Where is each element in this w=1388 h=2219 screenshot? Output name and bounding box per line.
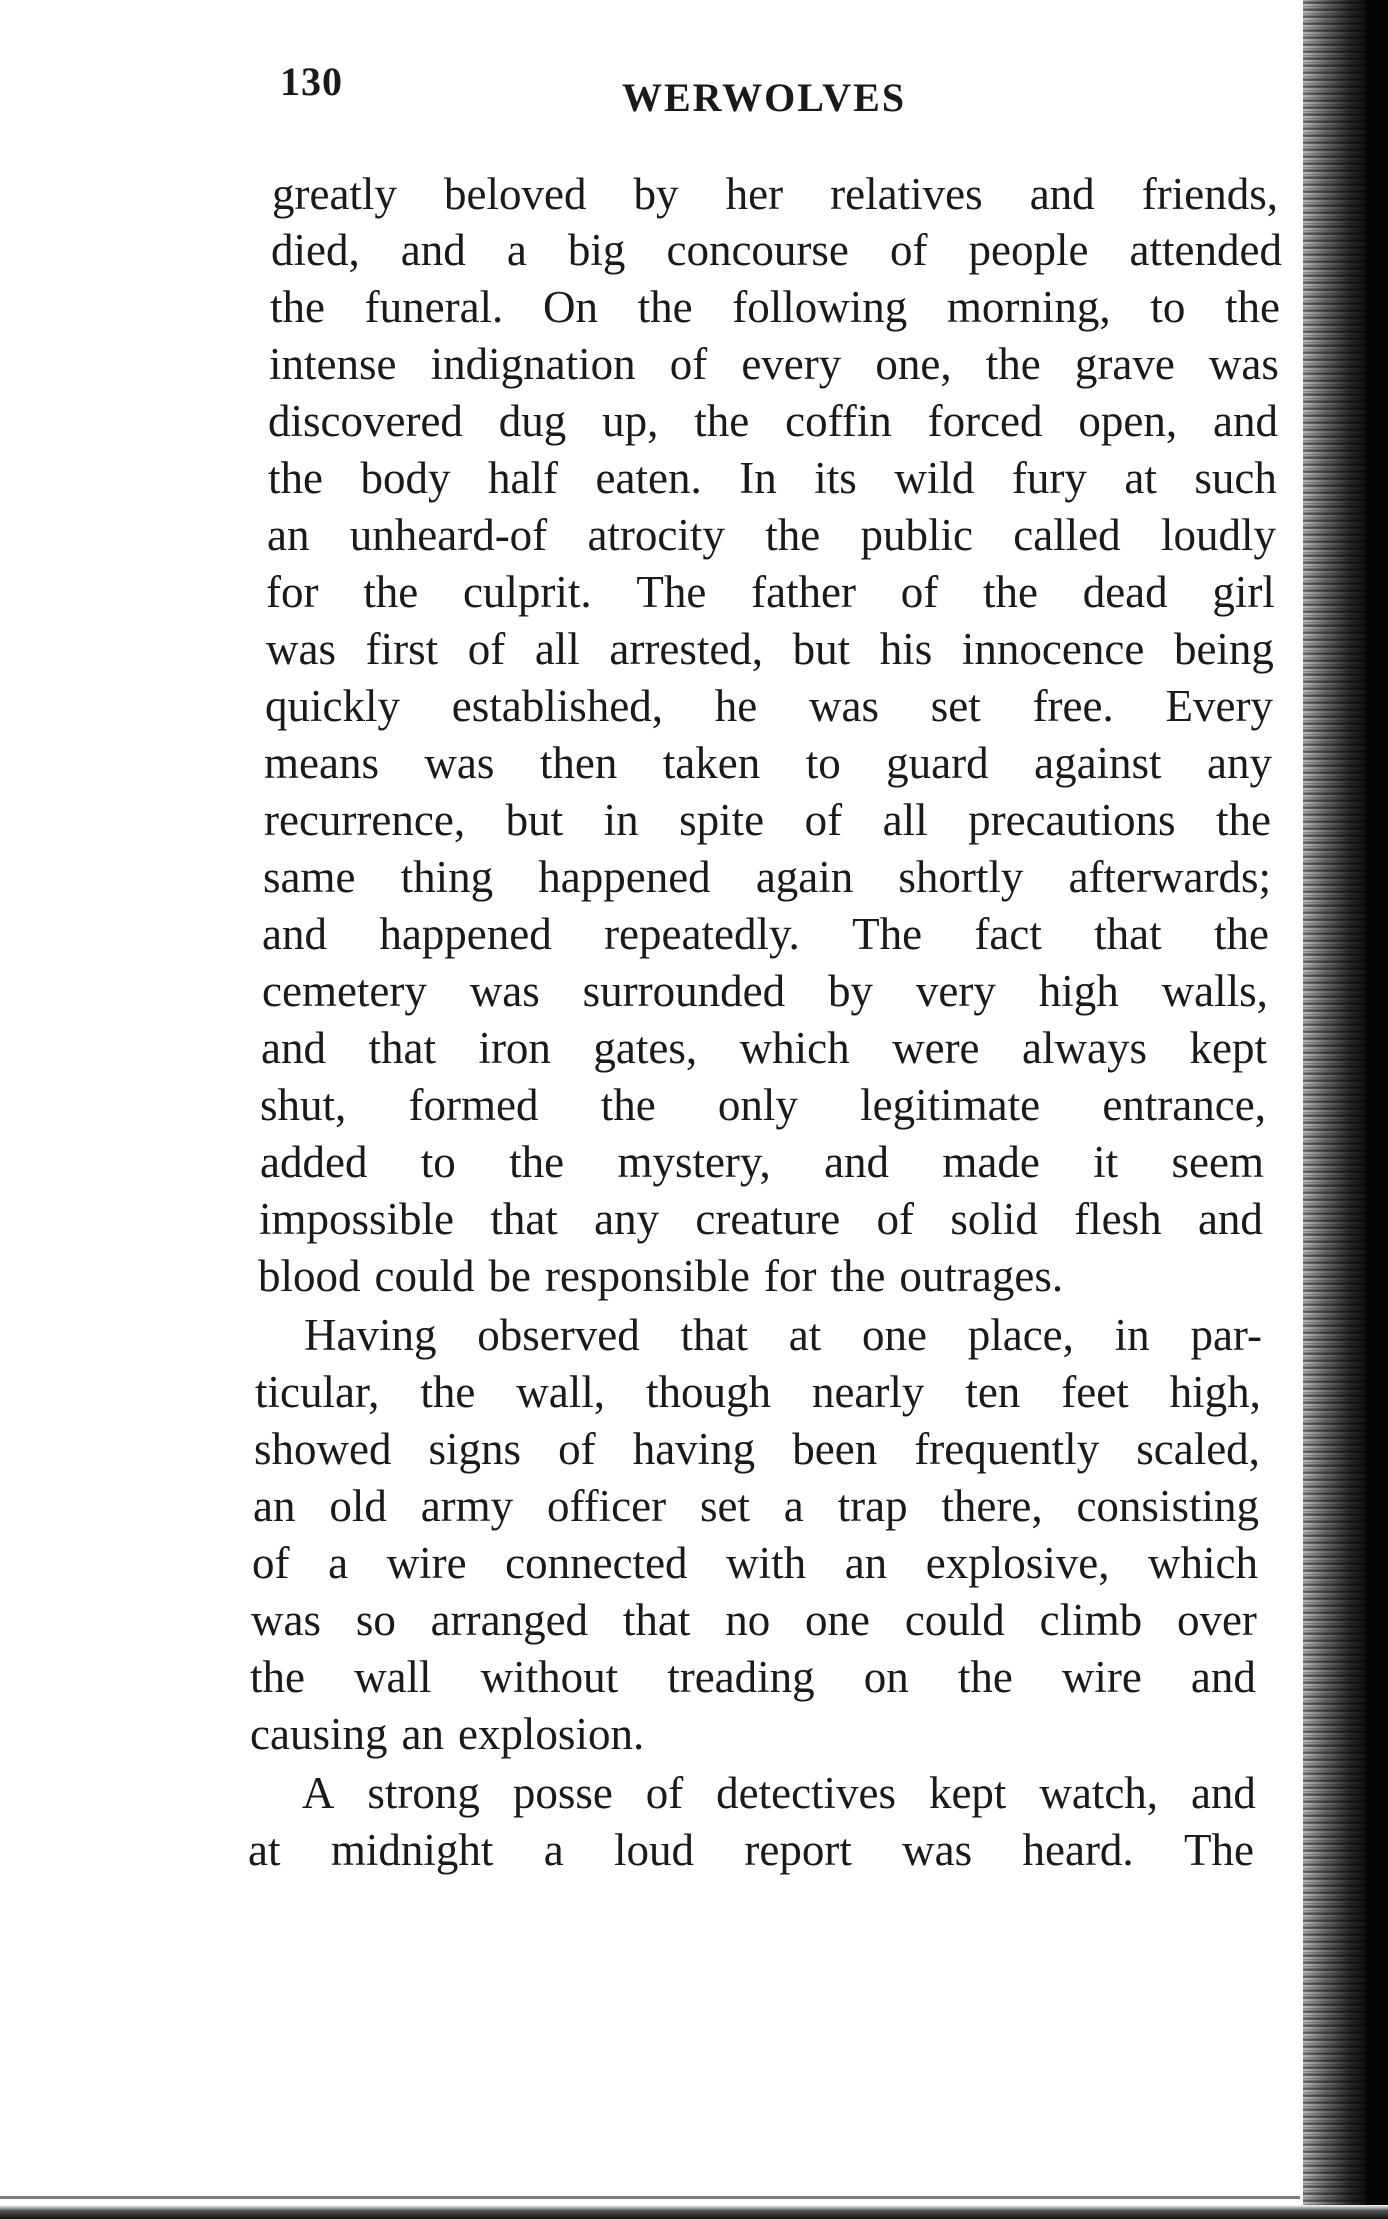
- word: ticular,: [255, 1367, 380, 1417]
- word: solid: [950, 1194, 1038, 1244]
- word: taken: [662, 738, 761, 788]
- word: over: [1176, 1595, 1257, 1645]
- word: added: [260, 1137, 368, 1187]
- text-line: [252, 1538, 1258, 1588]
- word: afterwards;: [1068, 852, 1271, 902]
- word: up,: [602, 396, 659, 446]
- word: fact: [974, 909, 1042, 959]
- word: a: [506, 225, 527, 275]
- text-line: [302, 1768, 1256, 1818]
- word: set: [699, 1481, 750, 1531]
- word: explosion.: [457, 1709, 645, 1759]
- word: being: [1173, 624, 1274, 674]
- word: heard.: [1022, 1825, 1134, 1875]
- text-line: [269, 339, 1279, 389]
- word: wild: [894, 453, 975, 503]
- word: could: [904, 1595, 1005, 1645]
- word: to: [805, 738, 841, 788]
- bottom-rule: [0, 2196, 1300, 2199]
- word: and: [824, 1137, 890, 1187]
- word: wall,: [516, 1367, 606, 1417]
- word: by: [828, 966, 874, 1016]
- word: for: [266, 567, 319, 617]
- word: first: [365, 624, 439, 674]
- word: concourse: [666, 225, 849, 275]
- word: and: [1190, 1652, 1256, 1702]
- word: the: [600, 1080, 656, 1130]
- text-line: [271, 225, 1282, 275]
- word: the: [363, 567, 419, 617]
- word: high: [1038, 966, 1119, 1016]
- text-line: [268, 453, 1277, 503]
- word: an: [401, 1709, 444, 1759]
- text-line: [261, 1023, 1267, 1073]
- word: any: [1207, 738, 1272, 788]
- word: the: [420, 1367, 476, 1417]
- word: to: [420, 1137, 456, 1187]
- word: having: [632, 1424, 756, 1474]
- text-line: [266, 567, 1275, 617]
- word: an: [253, 1481, 296, 1531]
- word: at: [788, 1310, 822, 1360]
- word: at: [248, 1825, 281, 1875]
- word: by: [633, 169, 679, 219]
- word: were: [892, 1023, 980, 1073]
- word: and: [1212, 396, 1278, 446]
- word: the: [1213, 909, 1269, 959]
- word: and: [262, 909, 327, 959]
- word: its: [814, 453, 857, 503]
- word: was: [251, 1595, 321, 1645]
- word: with: [726, 1538, 807, 1588]
- word: established,: [451, 681, 663, 731]
- word: beloved: [444, 169, 587, 219]
- word: every: [741, 339, 842, 389]
- word: the: [250, 1652, 305, 1702]
- word: all: [882, 795, 928, 845]
- text-line: [265, 681, 1273, 731]
- word: creature: [695, 1194, 841, 1244]
- text-line: [255, 1367, 1261, 1417]
- word: which: [1148, 1538, 1258, 1588]
- word: again: [755, 852, 854, 902]
- text-line: [304, 1310, 1262, 1360]
- word: that: [490, 1194, 558, 1244]
- text-line: [270, 282, 1280, 332]
- word: same: [263, 852, 356, 902]
- word: The: [852, 909, 923, 959]
- word: ten: [965, 1367, 1021, 1417]
- word: an: [844, 1538, 888, 1588]
- word: but: [792, 624, 851, 674]
- word: entrance,: [1102, 1080, 1266, 1130]
- word: old: [329, 1481, 387, 1531]
- word: coffin: [785, 396, 892, 446]
- word: any: [594, 1194, 660, 1244]
- word: blood: [258, 1251, 361, 1301]
- word: girl: [1212, 567, 1275, 617]
- word: at: [1124, 453, 1157, 503]
- word: all: [534, 624, 580, 674]
- word: consisting: [1076, 1481, 1259, 1531]
- word: that: [1094, 909, 1162, 959]
- word: watch,: [1039, 1768, 1159, 1818]
- word: connected: [505, 1538, 688, 1588]
- scanned-page-edge: [1303, 0, 1388, 2219]
- word: observed: [477, 1310, 640, 1360]
- word: a: [543, 1825, 564, 1875]
- word: detectives: [716, 1768, 897, 1818]
- word: dead: [1082, 567, 1168, 617]
- word: one: [805, 1595, 870, 1645]
- text-line: [260, 1080, 1266, 1130]
- word: quickly: [265, 681, 400, 731]
- text-line: [262, 909, 1269, 959]
- word: grave: [1074, 339, 1175, 389]
- word: impossible: [259, 1194, 455, 1244]
- word: greatly: [272, 169, 397, 219]
- word: the: [509, 1137, 565, 1187]
- word: that: [680, 1310, 748, 1360]
- word: arrested,: [609, 624, 764, 674]
- word: and: [1029, 169, 1095, 219]
- word: In: [739, 453, 777, 503]
- word: was: [809, 681, 879, 731]
- word: On: [542, 282, 598, 332]
- word: and: [1197, 1194, 1263, 1244]
- word: the: [637, 282, 693, 332]
- word: innocence: [961, 624, 1145, 674]
- word: big: [567, 225, 626, 275]
- word: though: [645, 1367, 771, 1417]
- word: that: [622, 1595, 691, 1645]
- text-line: [260, 1137, 1264, 1187]
- word: of: [900, 567, 939, 617]
- scanned-bottom-edge: [0, 2205, 1388, 2219]
- word: father: [751, 567, 857, 617]
- word: and: [400, 225, 466, 275]
- word: cemetery: [262, 966, 427, 1016]
- word: happened: [379, 909, 552, 959]
- text-line: [250, 1652, 1256, 1702]
- word: attended: [1129, 225, 1282, 275]
- word: the: [957, 1652, 1013, 1702]
- word: wire: [1061, 1652, 1142, 1702]
- word: in: [603, 795, 639, 845]
- word: army: [420, 1481, 514, 1531]
- word: the: [694, 396, 750, 446]
- word: one,: [875, 339, 952, 389]
- text-line: [268, 396, 1278, 446]
- text-line: [259, 1194, 1263, 1244]
- word: it: [1093, 1137, 1119, 1187]
- word: people: [968, 225, 1089, 275]
- word: and: [1190, 1768, 1256, 1818]
- word: her: [725, 169, 784, 219]
- word: kept: [1189, 1023, 1267, 1073]
- word: the: [1216, 795, 1271, 845]
- word: showed: [254, 1424, 392, 1474]
- word: the: [765, 510, 821, 560]
- word: public: [860, 510, 973, 560]
- word: been: [792, 1424, 878, 1474]
- word: an: [267, 510, 310, 560]
- word: unheard-of: [349, 510, 548, 560]
- text-line: [272, 169, 1278, 219]
- word: shortly: [898, 852, 1024, 902]
- word: climb: [1039, 1595, 1143, 1645]
- word: half: [488, 453, 559, 503]
- word: of: [645, 1768, 684, 1818]
- word: officer: [547, 1481, 667, 1531]
- word: high,: [1169, 1367, 1261, 1417]
- word: feet: [1061, 1367, 1129, 1417]
- word: without: [480, 1652, 619, 1702]
- word: happened: [538, 852, 711, 902]
- word: one: [861, 1310, 927, 1360]
- word: called: [1013, 510, 1121, 560]
- word: precautions: [968, 795, 1176, 845]
- word: wall: [354, 1652, 432, 1702]
- word: a: [328, 1538, 349, 1588]
- word: par-: [1190, 1310, 1262, 1360]
- word: free.: [1032, 681, 1114, 731]
- text-line: [267, 510, 1276, 560]
- word: arranged: [430, 1595, 589, 1645]
- word: culprit.: [462, 567, 592, 617]
- word: repeatedly.: [604, 909, 800, 959]
- word: could: [374, 1251, 475, 1301]
- word: intense: [269, 339, 397, 389]
- word: flesh: [1074, 1194, 1162, 1244]
- text-line: [264, 738, 1272, 788]
- running-title: WERWOLVES: [622, 75, 907, 120]
- word: trap: [837, 1481, 908, 1531]
- word: loudly: [1160, 510, 1276, 560]
- word: formed: [408, 1080, 539, 1130]
- word: his: [879, 624, 933, 674]
- word: discovered: [268, 396, 463, 446]
- word: dug: [498, 396, 567, 446]
- word: The: [636, 567, 707, 617]
- word: relatives: [830, 169, 983, 219]
- word: very: [915, 966, 996, 1016]
- page-edge-shadow: [1366, 0, 1388, 2219]
- word: scaled,: [1136, 1424, 1260, 1474]
- word: such: [1194, 453, 1277, 503]
- word: gates,: [593, 1023, 698, 1073]
- word: so: [355, 1595, 396, 1645]
- word: guard: [886, 738, 989, 788]
- word: posse: [512, 1768, 613, 1818]
- word: morning,: [946, 282, 1111, 332]
- word: in: [1114, 1310, 1150, 1360]
- word: made: [942, 1137, 1040, 1187]
- word: and: [261, 1023, 326, 1073]
- text-line: [254, 1424, 1260, 1474]
- word: recurrence,: [264, 795, 466, 845]
- text-line: [266, 624, 1274, 674]
- word: of: [669, 339, 708, 389]
- word: atrocity: [587, 510, 725, 560]
- word: A: [302, 1768, 335, 1818]
- word: which: [739, 1023, 850, 1073]
- word: no: [725, 1595, 771, 1645]
- page-number: 130: [280, 59, 343, 104]
- word: open,: [1078, 396, 1178, 446]
- word: wire: [386, 1538, 467, 1588]
- word: that: [368, 1023, 436, 1073]
- word: on: [863, 1652, 909, 1702]
- word: of: [558, 1424, 596, 1474]
- word: of: [804, 795, 843, 845]
- word: the: [1225, 282, 1280, 332]
- word: only: [717, 1080, 798, 1130]
- word: was: [469, 966, 540, 1016]
- text-line: [262, 966, 1268, 1016]
- word: the: [830, 1251, 886, 1301]
- word: walls,: [1161, 966, 1268, 1016]
- word: for: [763, 1251, 817, 1301]
- word: always: [1022, 1023, 1147, 1073]
- word: the: [268, 453, 323, 503]
- word: following: [732, 282, 908, 332]
- word: seem: [1171, 1137, 1264, 1187]
- text-line: [251, 1595, 1257, 1645]
- word: loud: [614, 1825, 695, 1875]
- word: was: [902, 1825, 973, 1875]
- text-line: [258, 1251, 1258, 1301]
- word: there,: [941, 1481, 1043, 1531]
- word: he: [714, 681, 758, 731]
- text-line: [248, 1825, 1254, 1875]
- word: body: [360, 453, 451, 503]
- word: of: [876, 1194, 915, 1244]
- word: midnight: [330, 1825, 494, 1875]
- word: kept: [928, 1768, 1007, 1818]
- word: Having: [304, 1310, 437, 1360]
- word: but: [505, 795, 564, 845]
- word: of: [252, 1538, 290, 1588]
- word: indignation: [430, 339, 636, 389]
- word: be: [488, 1251, 531, 1301]
- word: explosive,: [925, 1538, 1110, 1588]
- word: legitimate: [860, 1080, 1041, 1130]
- word: responsible: [544, 1251, 750, 1301]
- word: nearly: [811, 1367, 925, 1417]
- word: was: [266, 624, 336, 674]
- word: eaten.: [595, 453, 702, 503]
- word: the: [982, 567, 1038, 617]
- word: died,: [271, 225, 360, 275]
- word: the: [270, 282, 325, 332]
- text-line: [264, 795, 1271, 845]
- word: funeral.: [364, 282, 504, 332]
- word: of: [467, 624, 506, 674]
- word: report: [744, 1825, 852, 1875]
- text-line: [250, 1709, 850, 1759]
- word: spite: [679, 795, 765, 845]
- word: set: [930, 681, 981, 731]
- word: iron: [478, 1023, 551, 1073]
- word: friends,: [1141, 169, 1278, 219]
- word: frequently: [914, 1424, 1100, 1474]
- word: to: [1150, 282, 1186, 332]
- word: The: [1184, 1825, 1254, 1875]
- word: thing: [400, 852, 494, 902]
- word: forced: [927, 396, 1043, 446]
- word: fury: [1011, 453, 1087, 503]
- word: means: [264, 738, 379, 788]
- word: signs: [428, 1424, 522, 1474]
- word: was: [1208, 339, 1279, 389]
- word: then: [539, 738, 618, 788]
- word: shut,: [260, 1080, 347, 1130]
- word: mystery,: [617, 1137, 771, 1187]
- word: causing: [250, 1709, 388, 1759]
- word: of: [889, 225, 928, 275]
- text-line: [253, 1481, 1259, 1531]
- word: strong: [367, 1768, 480, 1818]
- word: outrages.: [899, 1251, 1064, 1301]
- word: against: [1034, 738, 1162, 788]
- word: a: [783, 1481, 804, 1531]
- word: the: [985, 339, 1041, 389]
- word: Every: [1165, 681, 1273, 731]
- word: was: [424, 738, 495, 788]
- word: surrounded: [582, 966, 786, 1016]
- word: place,: [967, 1310, 1074, 1360]
- word: treading: [667, 1652, 815, 1702]
- text-line: [263, 852, 1271, 902]
